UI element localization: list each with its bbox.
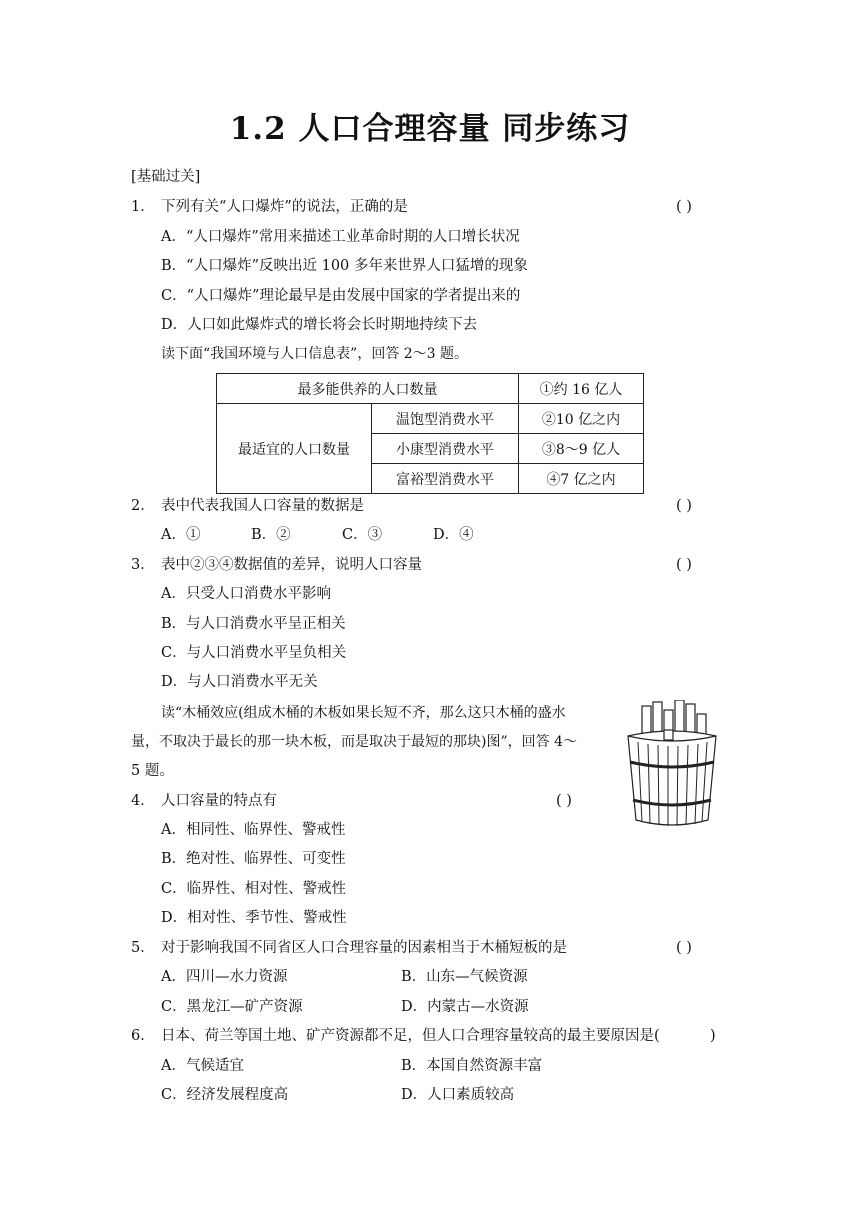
q4-option-a: A．相同性、临界性、警戒性 xyxy=(161,822,346,838)
q3-answer-paren: ( ) xyxy=(676,557,692,573)
q6-option-d: D．人口素质较高 xyxy=(401,1087,515,1103)
q4-option-d: D．相对性、季节性、警戒性 xyxy=(161,910,347,926)
table-cell-level: 小康型消费水平 xyxy=(372,434,519,464)
section-label: [基础过关] xyxy=(131,169,201,185)
q6-option-b: B．本国自然资源丰富 xyxy=(401,1058,543,1074)
q3-number: 3． xyxy=(131,557,155,573)
q2-option-a: A．① xyxy=(161,527,201,543)
q5-number: 5． xyxy=(131,940,155,956)
q2-option-d: D．④ xyxy=(433,527,474,543)
q6-stem: 日本、荷兰等国土地、矿产资源都不足，但人口合理容量较高的最主要原因是( xyxy=(161,1028,660,1044)
table-cell-max-label: 最多能供养的人口数量 xyxy=(217,374,519,404)
table-row xyxy=(217,404,644,434)
table-cell-group-label: 最适宜的人口数量 xyxy=(217,404,372,494)
table-cell-level: 温饱型消费水平 xyxy=(372,404,519,434)
q1-answer-paren: ( ) xyxy=(676,199,692,215)
q5-option-c: C．黑龙江—矿产资源 xyxy=(161,999,303,1015)
q5-option-a: A．四川—水力资源 xyxy=(161,969,288,985)
q3-option-b: B．与人口消费水平呈正相关 xyxy=(161,616,346,632)
q5-stem: 对于影响我国不同省区人口合理容量的因素相当于木桶短板的是 xyxy=(161,940,567,956)
q5-option-b: B．山东—气候资源 xyxy=(401,969,528,985)
q6-number: 6． xyxy=(131,1028,155,1044)
table-row xyxy=(217,374,644,404)
q3-option-a: A．只受人口消费水平影响 xyxy=(161,586,331,602)
q6-answer-close: ) xyxy=(710,1028,716,1044)
population-info-table xyxy=(216,373,644,494)
intro-2-3: 读下面“我国环境与人口信息表”，回答 2～3 题。 xyxy=(161,346,469,362)
table-cell-value: ④7 亿之内 xyxy=(519,464,644,494)
q1-stem: 下列有关“人口爆炸”的说法，正确的是 xyxy=(161,199,408,215)
q2-option-b: B．② xyxy=(251,527,291,543)
page-title: 1.2 人口合理容量 同步练习 xyxy=(229,111,631,147)
q4-stem: 人口容量的特点有 xyxy=(161,793,277,809)
q1-number: 1． xyxy=(131,199,155,215)
q1-option-d: D．人口如此爆炸式的增长将会长时期地持续下去 xyxy=(161,317,478,333)
table-cell-level: 富裕型消费水平 xyxy=(372,464,519,494)
q1-option-b: B．“人口爆炸”反映出近 100 多年来世界人口猛增的现象 xyxy=(161,258,528,274)
q4-option-c: C．临界性、相对性、警戒性 xyxy=(161,881,347,897)
q1-option-a: A．“人口爆炸”常用来描述工业革命时期的人口增长状况 xyxy=(161,229,520,245)
q3-option-c: C．与人口消费水平呈负相关 xyxy=(161,645,347,661)
q2-option-c: C．③ xyxy=(342,527,383,543)
q4-number: 4． xyxy=(131,793,155,809)
q2-number: 2． xyxy=(131,498,155,514)
q5-option-d: D．内蒙古—水资源 xyxy=(401,999,529,1015)
table-cell-value: ②10 亿之内 xyxy=(519,404,644,434)
table-cell-value: ③8～9 亿人 xyxy=(519,434,644,464)
q5-answer-paren: ( ) xyxy=(676,940,692,956)
q2-answer-paren: ( ) xyxy=(676,498,692,514)
q1-option-c: C．“人口爆炸”理论最早是由发展中国家的学者提出来的 xyxy=(161,288,521,304)
q3-option-d: D．与人口消费水平无关 xyxy=(161,674,318,690)
table-cell-max-value: ①约 16 亿人 xyxy=(519,374,644,404)
q3-stem: 表中②③④数据值的差异，说明人口容量 xyxy=(161,557,422,573)
intro-4-5-line1: 读“木桶效应(组成木桶的木板如果长短不齐，那么这只木桶的盛水 xyxy=(161,705,566,721)
q6-option-c: C．经济发展程度高 xyxy=(161,1087,289,1103)
intro-4-5-line3: 5 题。 xyxy=(131,763,174,779)
q2-stem: 表中代表我国人口容量的数据是 xyxy=(161,498,364,514)
q4-option-b: B．绝对性、临界性、可变性 xyxy=(161,851,346,867)
wooden-bucket-illustration xyxy=(622,700,722,830)
q4-answer-paren: ( ) xyxy=(556,793,572,809)
intro-4-5-line2: 量，不取决于最长的那一块木板，而是取决于最短的那块)图”，回答 4～ xyxy=(131,734,577,750)
q6-option-a: A．气候适宜 xyxy=(161,1058,244,1074)
